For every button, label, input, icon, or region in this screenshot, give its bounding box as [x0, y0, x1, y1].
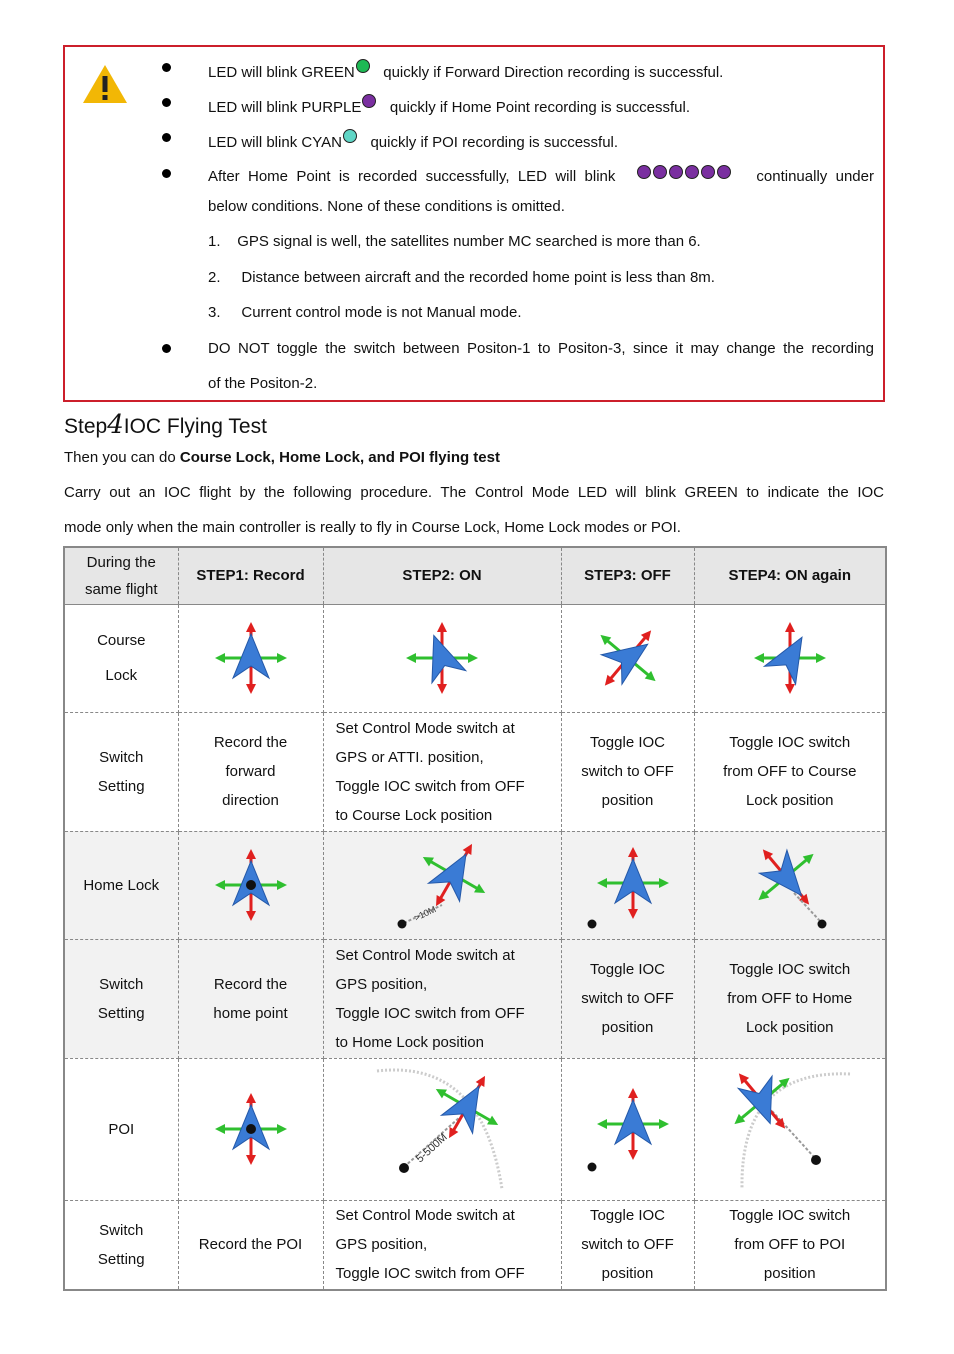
- bullet: [162, 63, 171, 72]
- section-title: [64, 410, 267, 440]
- home-point-marker: [587, 920, 596, 929]
- led-cyan-desc: quickly if POI recording is successful.: [370, 134, 619, 151]
- header-step1: STEP1: Record: [178, 547, 323, 604]
- poi-label: POI: [64, 1058, 178, 1200]
- intro-line: [64, 449, 500, 466]
- home-lock-step3-text: Toggle IOC switch to OFF position: [561, 939, 694, 1058]
- poi-step1-diagram: [178, 1058, 323, 1200]
- table-header-row: [64, 547, 886, 604]
- condition-text: GPS signal is well, the satellites number MC searched is more than 6.: [237, 233, 701, 250]
- poi-step2-diagram: [323, 1058, 561, 1200]
- home-lock-step3-diagram: [561, 831, 694, 939]
- course-lock-label: Course Lock: [64, 604, 178, 712]
- course-lock-step4-diagram: [694, 604, 886, 712]
- aircraft-poi-orbit-icon: [715, 1064, 865, 1194]
- distance-label: 5-500M: [413, 1131, 450, 1166]
- led-green-text: LED will blink GREEN: [208, 64, 355, 81]
- course-lock-step2-text: Set Control Mode switch at GPS or ATTI. position, Toggle IOC switch from OFF to Course Lock position: [323, 712, 561, 831]
- poi-step1-text: Record the POI: [178, 1200, 323, 1290]
- bullet: [162, 344, 171, 353]
- led-green-line: [208, 59, 723, 81]
- header-step3: STEP3: OFF: [561, 547, 694, 604]
- aircraft-home-icon: [201, 840, 301, 930]
- course-lock-step4-text: Toggle IOC switch from OFF to Course Lock position: [694, 712, 886, 831]
- step-number: 4: [107, 410, 124, 440]
- home-point-marker: [398, 920, 407, 929]
- aircraft-home-icon: [578, 840, 678, 930]
- home-point-text: After Home Point is recorded successfully, LED will blink: [208, 167, 616, 185]
- course-lock-step3-diagram: [561, 604, 694, 712]
- home-lock-label: Home Lock: [64, 831, 178, 939]
- home-point-continuation: below conditions. None of these conditions is omitted.: [208, 198, 565, 215]
- poi-switch-row: [64, 1200, 886, 1290]
- switch-setting-label: Switch Setting: [64, 1200, 178, 1290]
- procedure-paragraph-end: mode only when the main controller is really to fly in Course Lock, Home Lock modes or POI.: [64, 519, 681, 536]
- led-cyan-line: [208, 129, 618, 151]
- intro-text: Then you can do: [64, 449, 180, 466]
- condition-num: 3.: [208, 304, 221, 321]
- led-purple-desc: quickly if Home Point recording is successful.: [389, 99, 691, 116]
- course-lock-step1-diagram: [178, 604, 323, 712]
- home-point-text-end: continually under: [756, 167, 874, 185]
- poi-marker: [399, 1163, 409, 1173]
- home-lock-step2-diagram: [323, 831, 561, 939]
- warning-triangle-icon: [81, 63, 129, 105]
- led-green-desc: quickly if Forward Direction recording is successful.: [383, 64, 724, 81]
- poi-step3-diagram: [561, 1058, 694, 1200]
- poi-step2-text: Set Control Mode switch at GPS position, Toggle IOC switch from OFF: [323, 1200, 561, 1290]
- step-word: Step: [64, 415, 108, 438]
- poi-step4-diagram: [694, 1058, 886, 1200]
- led-purple-line: [208, 94, 690, 116]
- header-step4: STEP4: ON again: [694, 547, 886, 604]
- cyan-led-dot-icon: [343, 129, 357, 143]
- condition-2: [208, 269, 715, 286]
- toggle-warning-text: DO NOT toggle the switch between Positon-1 to Positon-3, since it may change the recording: [208, 340, 874, 357]
- aircraft-poi-icon: [578, 1084, 678, 1174]
- condition-3: [208, 304, 522, 321]
- distance-label: >10M: [412, 904, 438, 923]
- condition-text: Distance between aircraft and the recorded home point is less than 8m.: [241, 269, 715, 286]
- course-lock-row: [64, 604, 886, 712]
- condition-text: Current control mode is not Manual mode.: [241, 304, 522, 321]
- home-lock-step1-diagram: [178, 831, 323, 939]
- home-point-marker: [817, 920, 826, 929]
- led-purple-text: LED will blink PURPLE: [208, 99, 362, 116]
- poi-step4-text: Toggle IOC switch from OFF to POI position: [694, 1200, 886, 1290]
- toggle-warning-continuation: of the Positon-2.: [208, 375, 318, 392]
- switch-setting-label: Switch Setting: [64, 712, 178, 831]
- home-lock-step1-text: Record the home point: [178, 939, 323, 1058]
- course-lock-step2-diagram: [323, 604, 561, 712]
- poi-step3-text: Toggle IOC switch to OFF position: [561, 1200, 694, 1290]
- aircraft-orientation-icon: [578, 613, 678, 703]
- intro-bold-text: Course Lock, Home Lock, and POI flying test: [179, 449, 500, 466]
- poi-row: [64, 1058, 886, 1200]
- poi-marker: [587, 1163, 596, 1172]
- aircraft-poi-icon: [201, 1084, 301, 1174]
- course-lock-step3-text: Toggle IOC switch to OFF position: [561, 712, 694, 831]
- procedure-paragraph: Carry out an IOC flight by the following procedure. The Control Mode LED will blink GREEN to indicate the IOC: [64, 484, 884, 501]
- home-lock-step4-diagram: [694, 831, 886, 939]
- bullet: [162, 169, 171, 178]
- home-lock-switch-row: [64, 939, 886, 1058]
- aircraft-home-icon: [740, 840, 840, 930]
- course-lock-switch-row: [64, 712, 886, 831]
- bullet: [162, 133, 171, 142]
- home-lock-step4-text: Toggle IOC switch from OFF to Home Lock position: [694, 939, 886, 1058]
- purple-led-dot-icon: [362, 94, 376, 108]
- switch-setting-label: Switch Setting: [64, 939, 178, 1058]
- condition-num: 2.: [208, 269, 221, 286]
- purple-blink-dots-icon: [636, 165, 732, 187]
- poi-marker: [811, 1155, 821, 1165]
- step-title: IOC Flying Test: [123, 415, 267, 438]
- course-lock-step1-text: Record the forward direction: [178, 712, 323, 831]
- green-led-dot-icon: [356, 59, 370, 73]
- aircraft-orientation-icon: [392, 613, 492, 703]
- led-cyan-text: LED will blink CYAN: [208, 134, 342, 151]
- condition-1: [208, 233, 701, 250]
- home-lock-row: [64, 831, 886, 939]
- header-step2: STEP2: ON: [323, 547, 561, 604]
- home-point-line: [208, 165, 874, 187]
- header-flight: During the same flight: [64, 547, 178, 604]
- condition-num: 1.: [208, 233, 221, 250]
- aircraft-orientation-icon: [201, 613, 301, 703]
- aircraft-poi-orbit-icon: [367, 1064, 517, 1194]
- bullet: [162, 98, 171, 107]
- ioc-procedure-table: [63, 546, 887, 1291]
- home-lock-step2-text: Set Control Mode switch at GPS position, Toggle IOC switch from OFF to Home Lock position: [323, 939, 561, 1058]
- aircraft-orientation-icon: [740, 613, 840, 703]
- aircraft-home-distance-icon: [382, 835, 502, 935]
